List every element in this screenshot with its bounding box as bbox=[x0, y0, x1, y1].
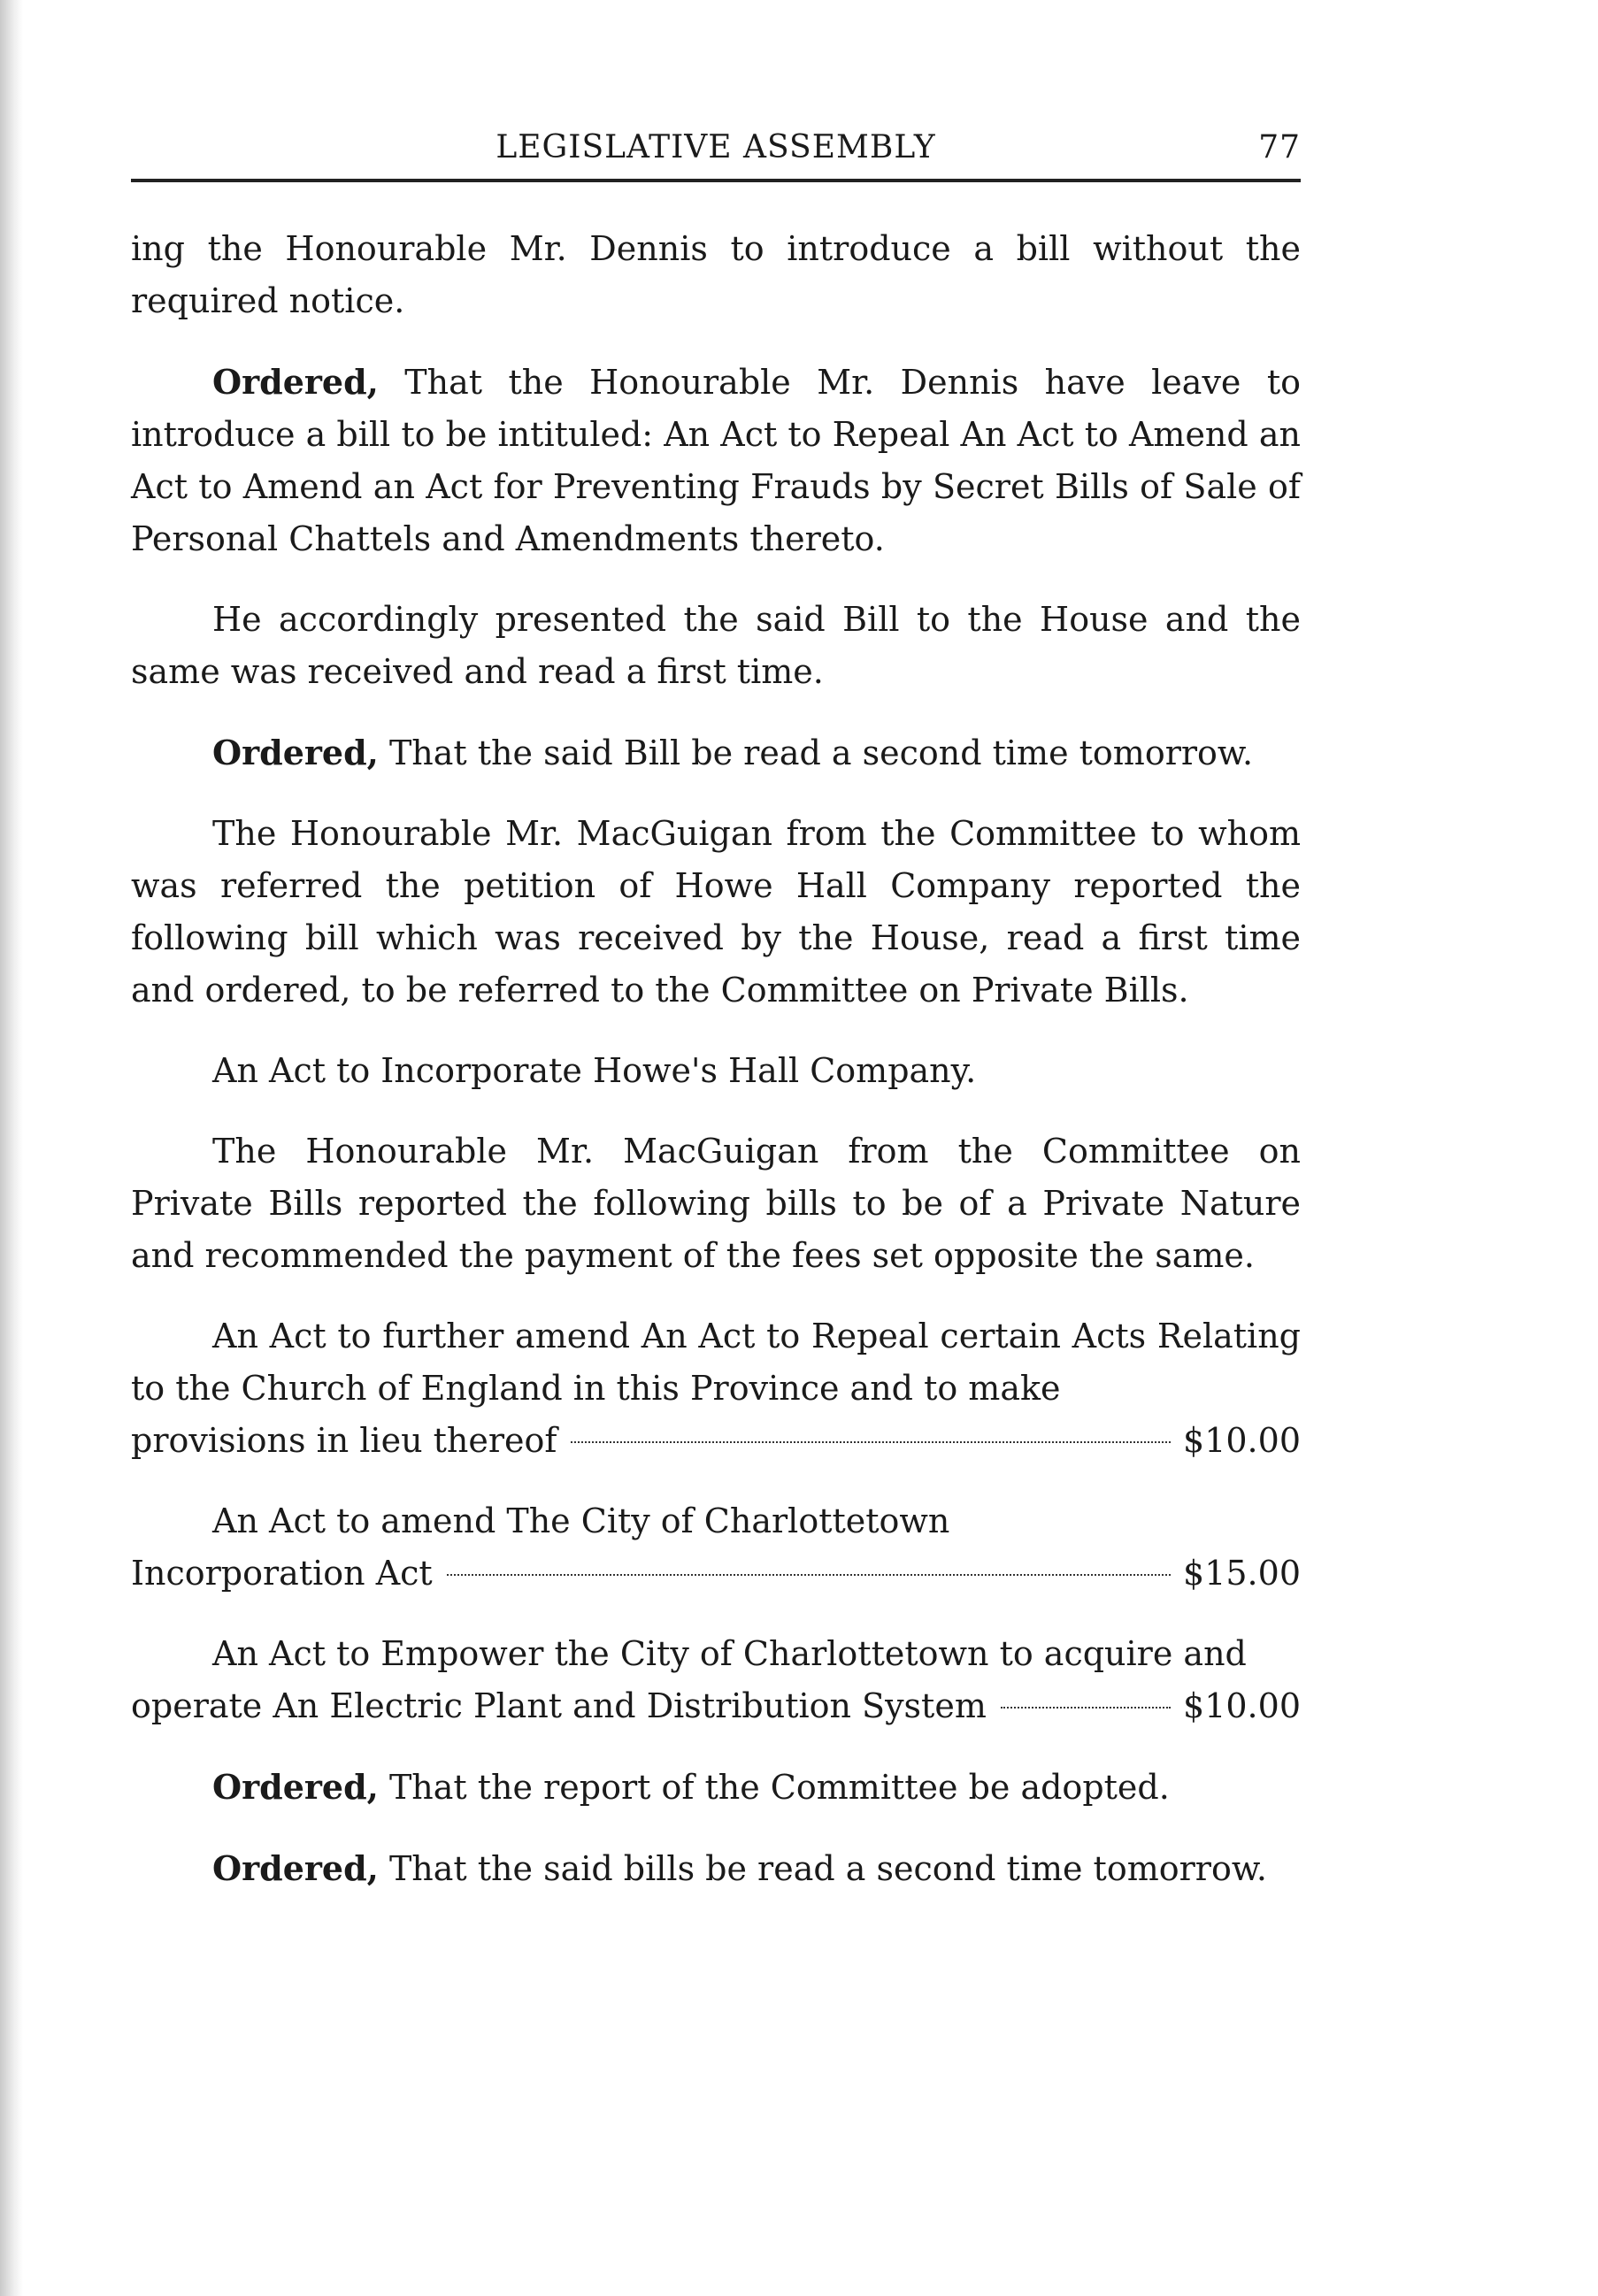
fee-item-text: An Act to further amend An Act to Repeal certain Acts Relating to the Church of England in this Province and to make bbox=[131, 1317, 1301, 1408]
fee-item-church-act bbox=[131, 1310, 1301, 1467]
fee-item-last-line: Incorporation Act bbox=[131, 1554, 433, 1593]
paragraph-ordered-second-reading bbox=[131, 726, 1301, 779]
dot-leader bbox=[571, 1441, 1171, 1443]
ordered-lead: Ordered, bbox=[212, 1767, 379, 1807]
fee-amount: $10.00 bbox=[1183, 1686, 1301, 1725]
ordered-text: That the said bills be read a second time tomorrow. bbox=[378, 1849, 1267, 1888]
paragraph-private-bills-report: The Honourable Mr. MacGuigan from the Committee on Private Bills reported the following bills to be of a Private Nature and recommended the payment of the fees set opposite the same. bbox=[131, 1132, 1301, 1275]
ordered-text: That the report of the Committee be adopted. bbox=[378, 1768, 1170, 1807]
fee-item-line bbox=[131, 1547, 1301, 1600]
ordered-lead: Ordered, bbox=[212, 1848, 379, 1888]
paragraph-act-title: An Act to Incorporate Howe's Hall Company. bbox=[212, 1051, 977, 1090]
fee-item-incorporation-act bbox=[131, 1495, 1301, 1600]
fee-item-text: An Act to amend The City of Charlottetown bbox=[212, 1501, 950, 1540]
paragraph-presented: He accordingly presented the said Bill to the House and the same was received and read a first time. bbox=[131, 600, 1301, 691]
paragraph-committee-report: The Honourable Mr. MacGuigan from the Committee to whom was referred the petition of Howe Hall Company reported the following bill which was received by the House, read a first time and ordered, to be referred to the Committee on Private Bills. bbox=[131, 814, 1301, 1010]
page-edge-shadow bbox=[0, 0, 23, 2296]
paragraph-ordered-leave bbox=[131, 356, 1301, 565]
fee-item-line bbox=[131, 1680, 1301, 1732]
dot-leader bbox=[1001, 1707, 1171, 1709]
header-rule bbox=[131, 179, 1301, 182]
fee-item-electric-plant-act bbox=[131, 1628, 1301, 1732]
paragraph-continuation: ing the Honourable Mr. Dennis to introduce a bill without the required notice. bbox=[131, 229, 1301, 320]
ordered-lead: Ordered, bbox=[212, 733, 379, 772]
fee-amount: $15.00 bbox=[1183, 1554, 1301, 1593]
ordered-text: That the Honourable Mr. Dennis have leave to introduce a bill to be intituled: An Act to Repeal An Act to Amend an Act to Amend an Act for Preventing Frauds by Secret Bills of Sale of Personal Chattels and Amendments thereto. bbox=[131, 363, 1301, 558]
document-page bbox=[131, 124, 1301, 1895]
fee-item-last-line: operate An Electric Plant and Distribution System bbox=[131, 1686, 987, 1725]
running-head bbox=[131, 124, 1301, 179]
dot-leader bbox=[447, 1574, 1171, 1576]
page-number: 77 bbox=[1258, 129, 1301, 165]
paragraph-ordered-adopted bbox=[131, 1761, 1301, 1814]
fee-item-text: An Act to Empower the City of Charlottetown to acquire and bbox=[212, 1634, 1247, 1673]
paragraph-ordered-bills-second-reading bbox=[131, 1842, 1301, 1895]
ordered-lead: Ordered, bbox=[212, 362, 379, 402]
fee-item-line bbox=[131, 1415, 1301, 1467]
ordered-text: That the said Bill be read a second time tomorrow. bbox=[378, 733, 1254, 772]
running-head-title: LEGISLATIVE ASSEMBLY bbox=[496, 129, 936, 165]
fee-amount: $10.00 bbox=[1183, 1421, 1301, 1460]
fee-item-last-line: provisions in lieu thereof bbox=[131, 1421, 557, 1460]
